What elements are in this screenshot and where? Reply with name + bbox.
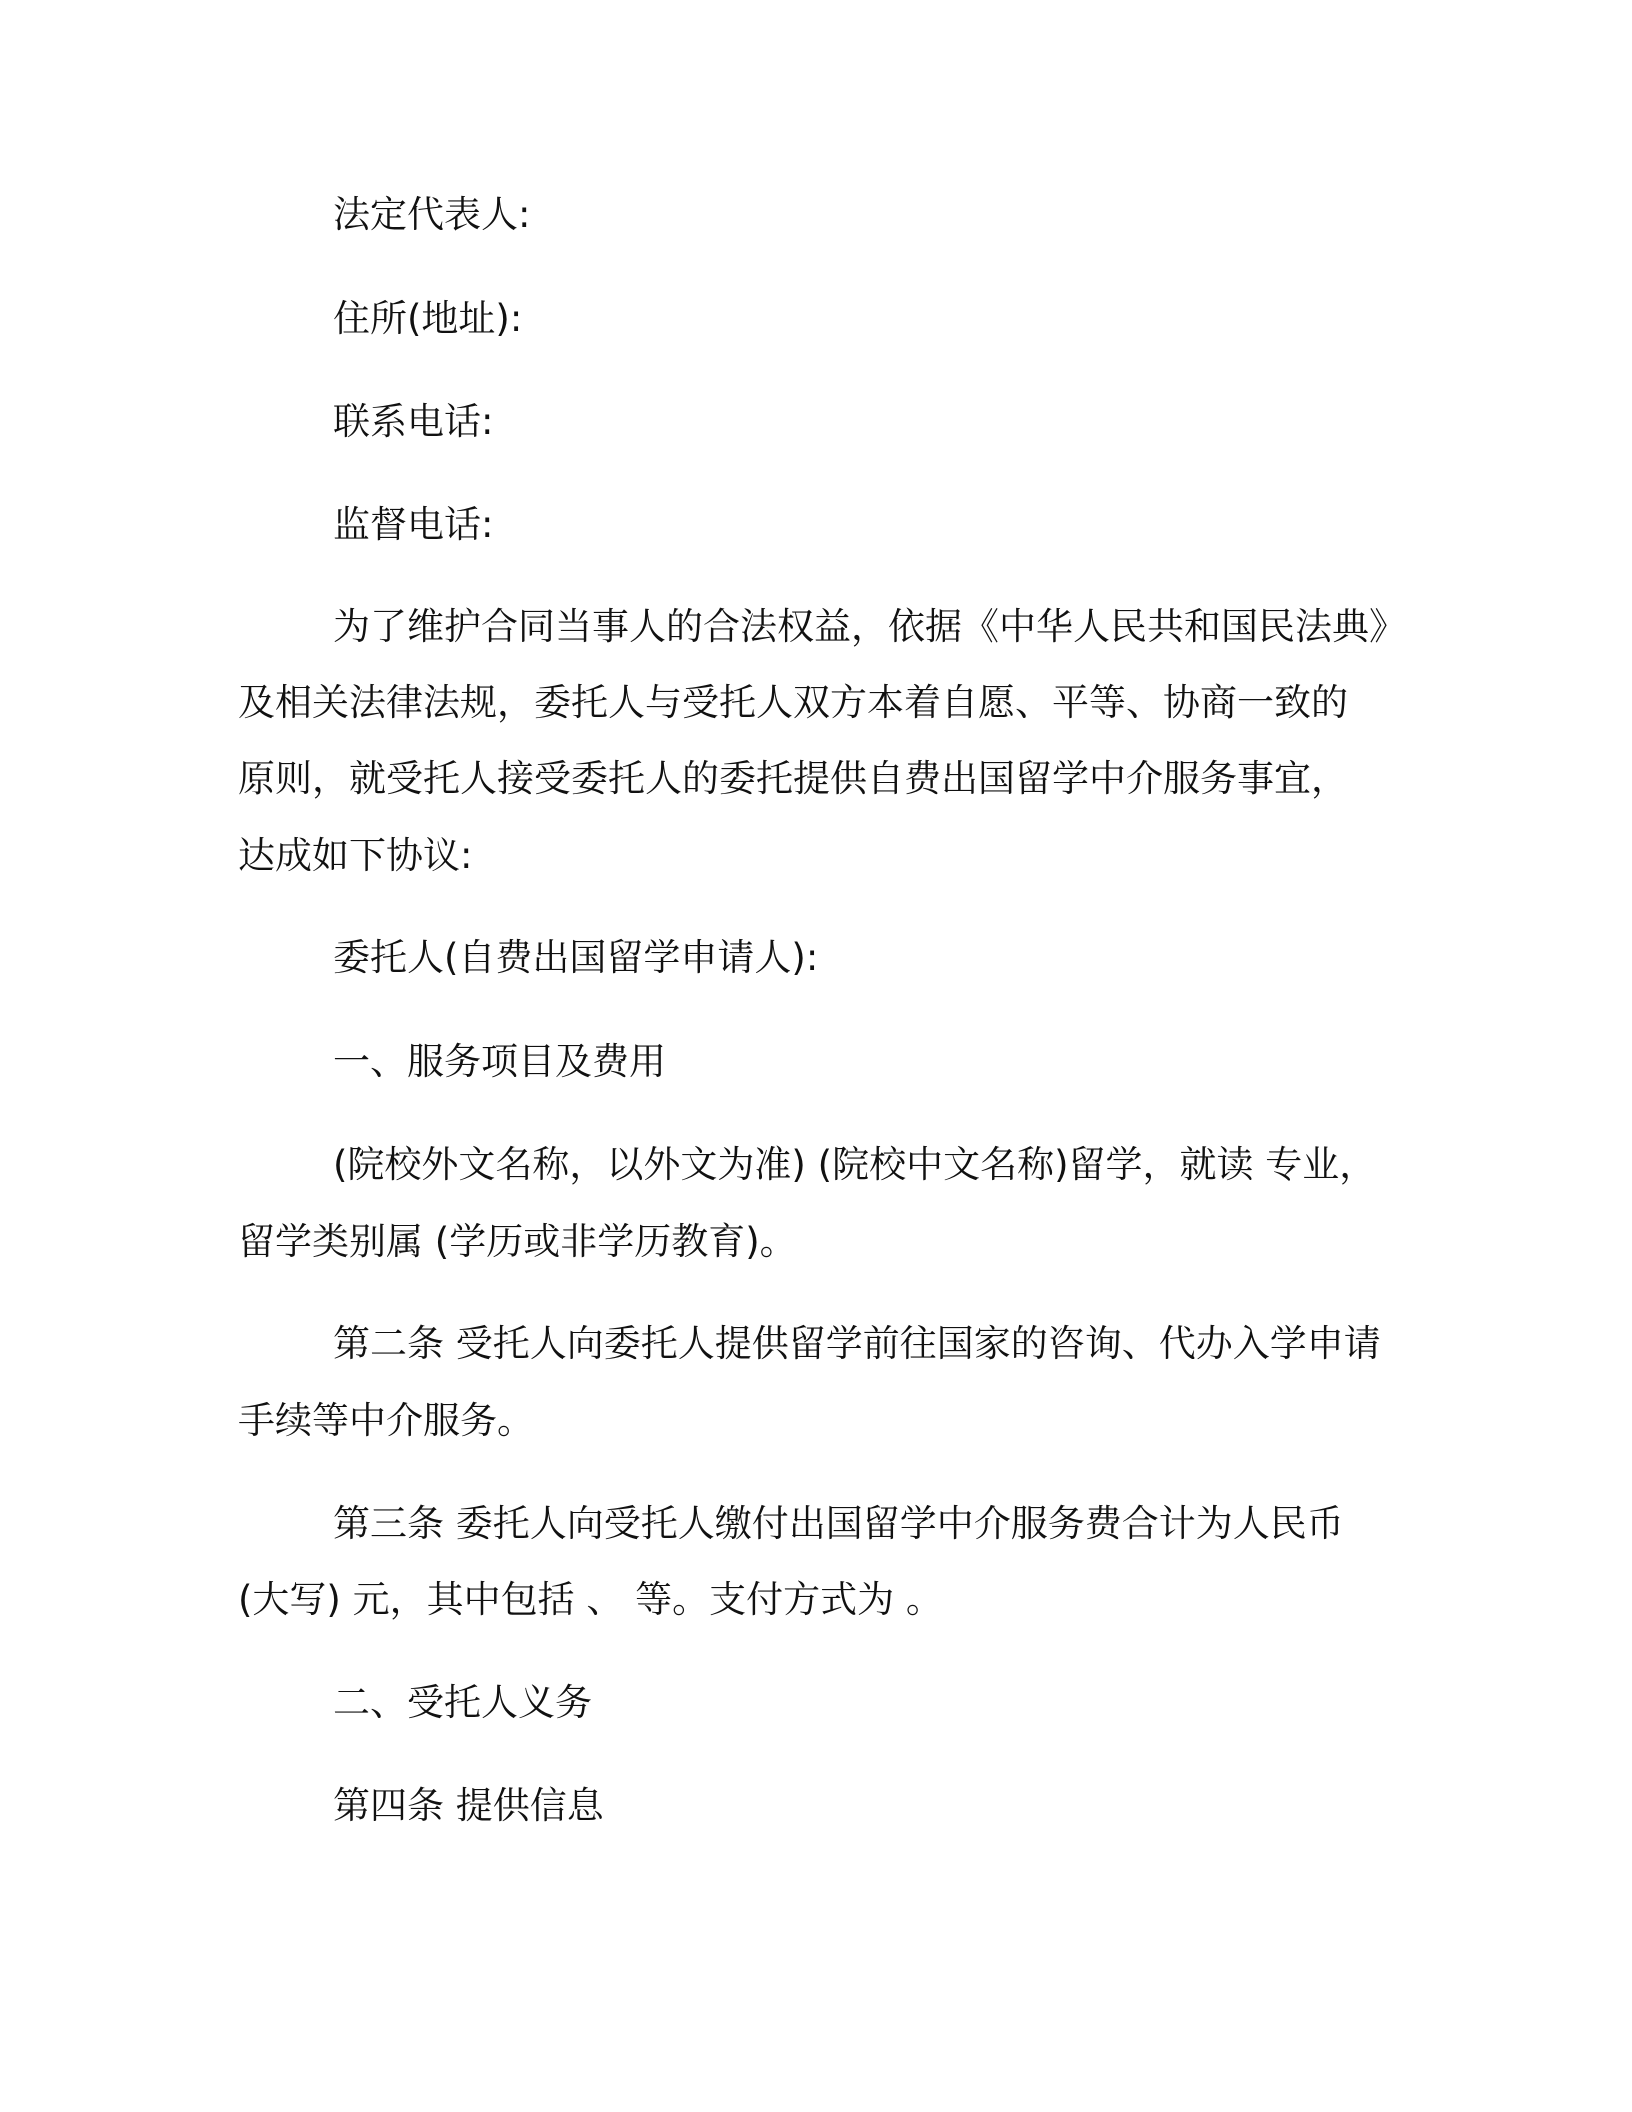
- client-label: 委托人(自费出国留学申请人):: [333, 936, 819, 979]
- school-line: (院校外文名称，以外文为准) (院校中文名称)留学，就读 专业，: [333, 1143, 1377, 1186]
- legal-representative-field: 法定代表人:: [333, 193, 531, 236]
- section-heading-obligations: 二、受托人义务: [333, 1681, 592, 1724]
- section-heading-services: 一、服务项目及费用: [333, 1040, 666, 1083]
- article-2-line: 第二条 受托人向委托人提供留学前往国家的咨询、代办入学申请: [333, 1322, 1381, 1365]
- supervision-phone-field: 监督电话:: [333, 503, 494, 546]
- preamble-line: 为了维护合同当事人的合法权益，依据《中华人民共和国民法典》: [333, 605, 1406, 648]
- article-3-line: (大写) 元，其中包括 、 等。支付方式为 。: [238, 1578, 943, 1621]
- address-field: 住所(地址):: [333, 297, 523, 340]
- article-4-heading: 第四条 提供信息: [333, 1784, 604, 1827]
- contact-phone-field: 联系电话:: [333, 400, 494, 443]
- school-line: 留学类别属 (学历或非学历教育)。: [238, 1220, 797, 1263]
- preamble-line: 原则，就受托人接受委托人的委托提供自费出国留学中介服务事宜，: [238, 757, 1348, 800]
- article-2-line: 手续等中介服务。: [238, 1399, 534, 1442]
- preamble-line: 达成如下协议:: [238, 834, 473, 877]
- preamble-line: 及相关法律法规，委托人与受托人双方本着自愿、平等、协商一致的: [238, 681, 1348, 724]
- article-3-line: 第三条 委托人向受托人缴付出国留学中介服务费合计为人民币: [333, 1502, 1344, 1545]
